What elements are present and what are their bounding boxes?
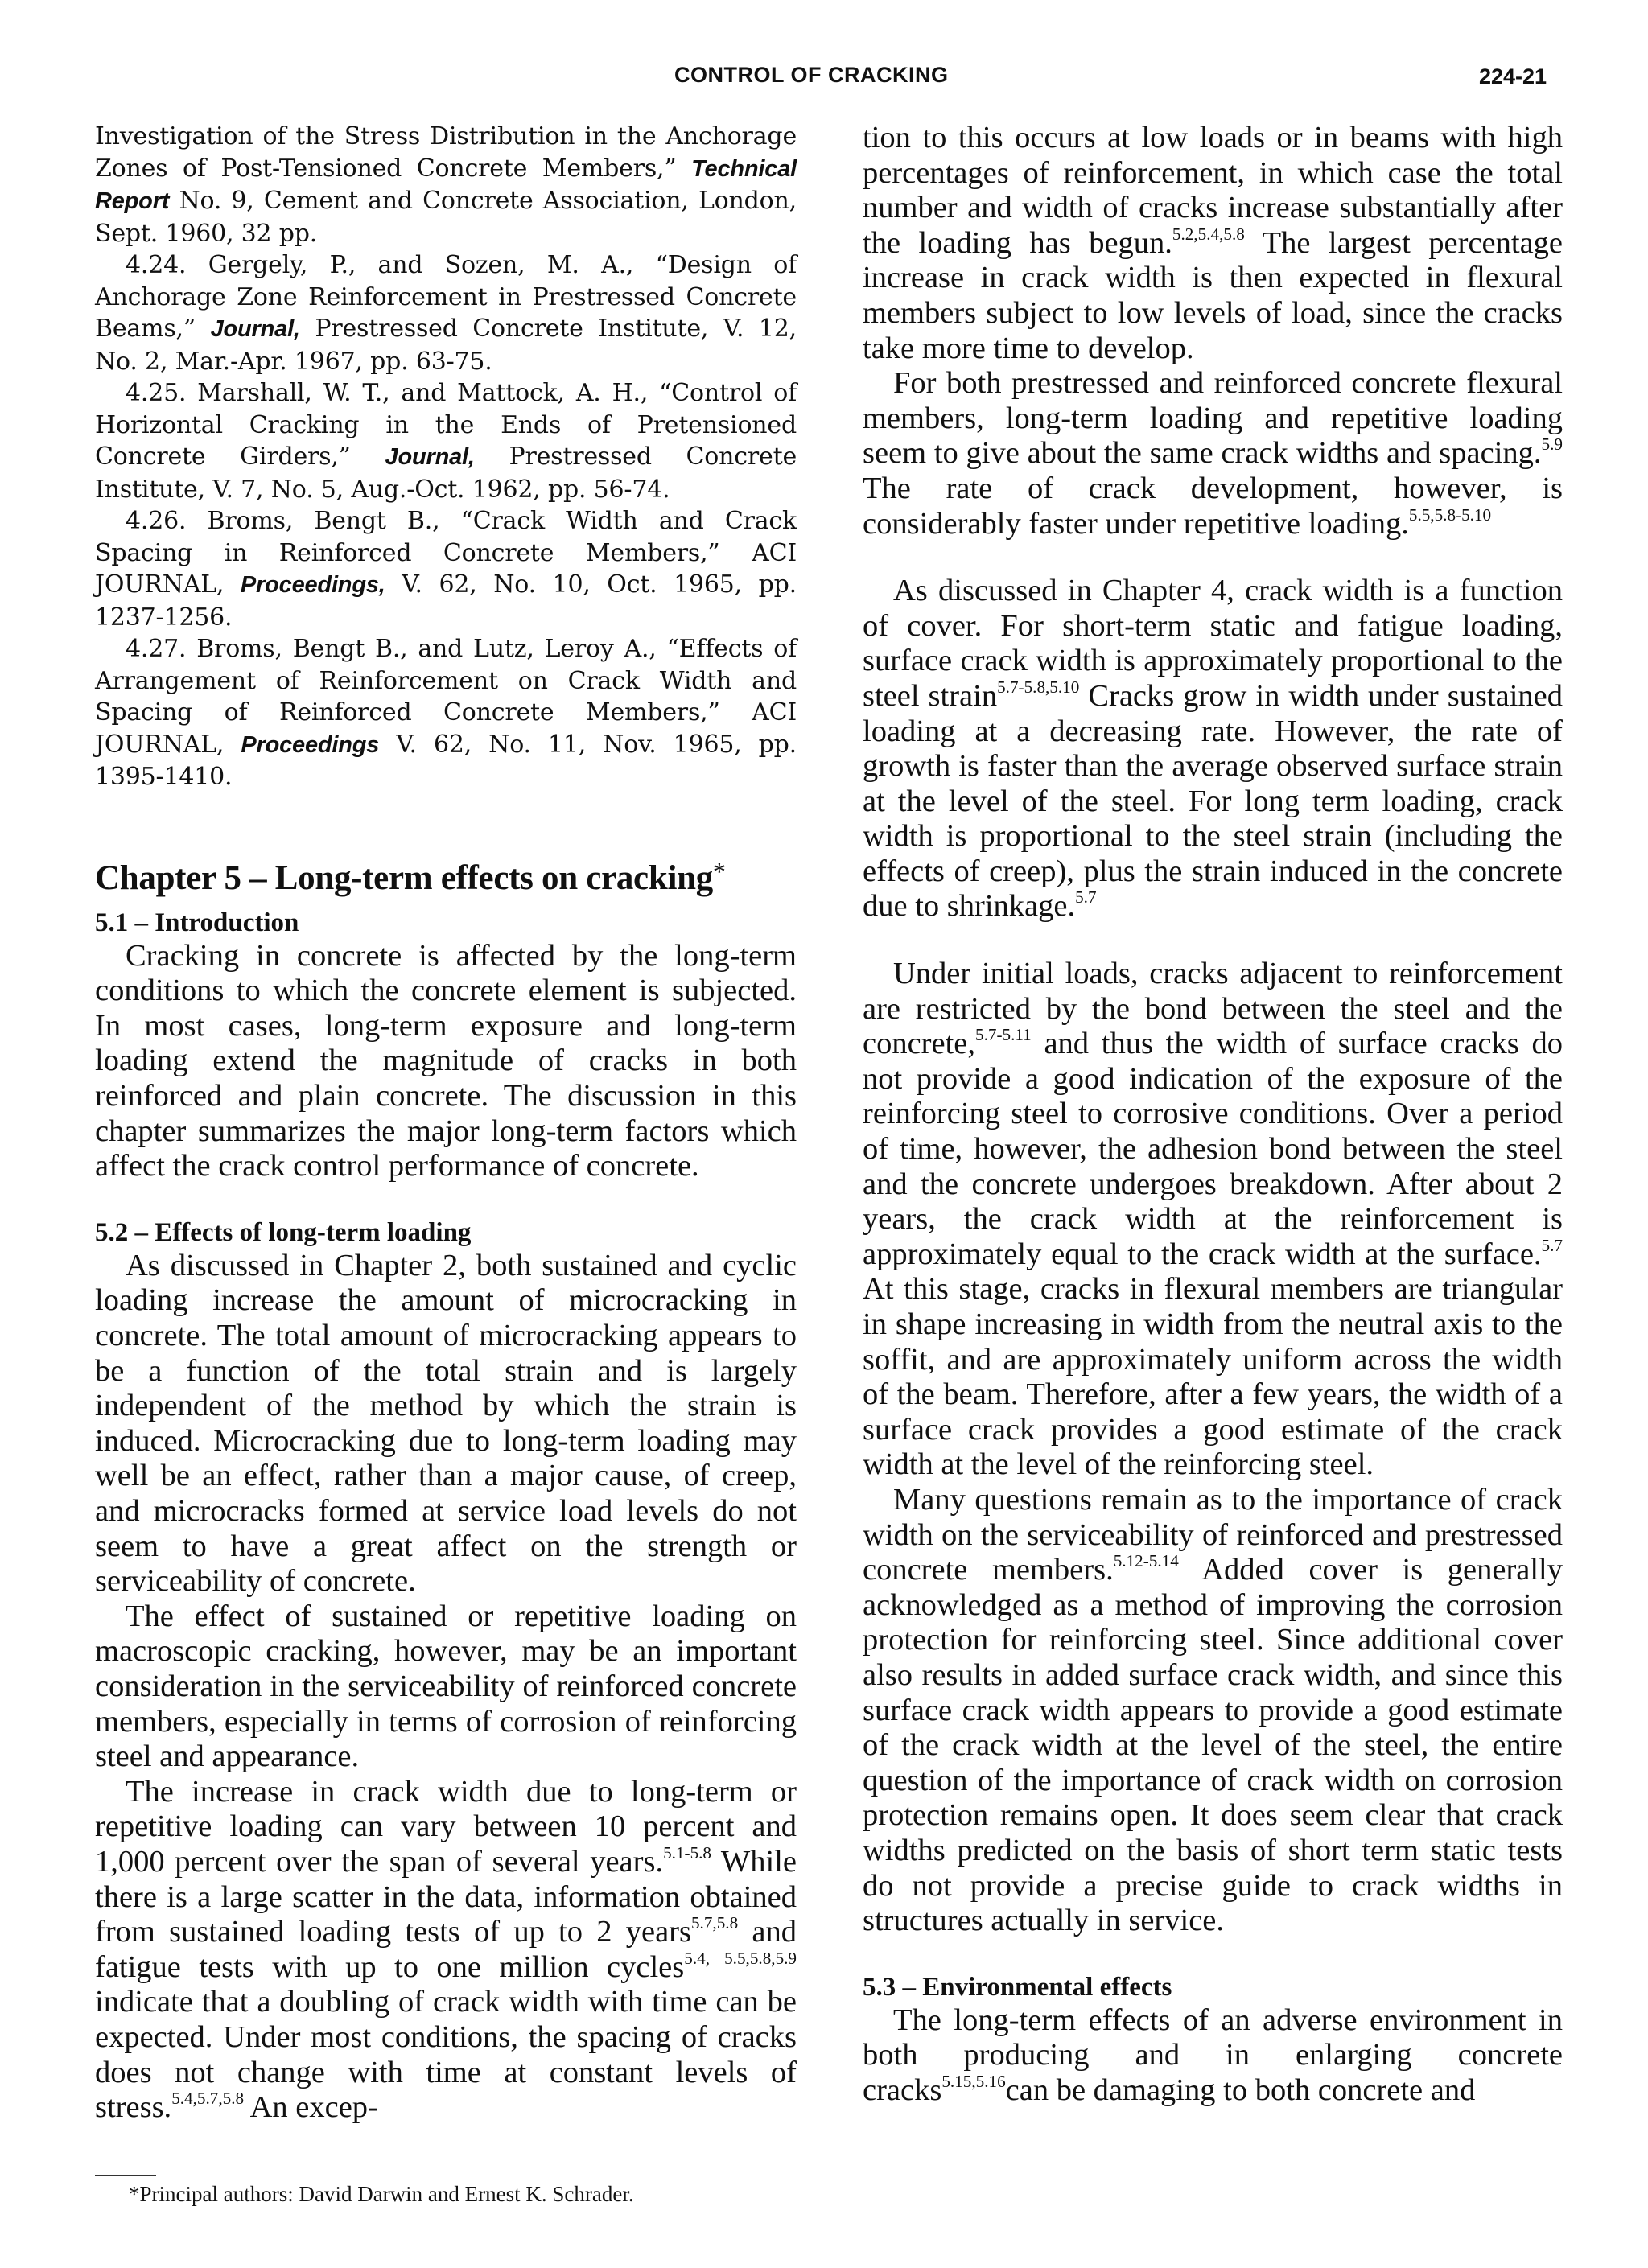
reference-item: Investigation of the Stress Distribution in the Anchorage Zones of Post-Tensioned Concrete Members,” Technical Report No. 9, Cement and Concrete Association, London, Sept. 1960, 32 pp. (95, 122, 797, 248)
citation: 5.7-5.11 (975, 1025, 1032, 1045)
body-paragraph: For both prestressed and reinforced concrete flexural members, long-term loading and repetitive loading seem to give about the same crack widths and spacing.$^{5.9}$ The rate of crack development, however, is considerably faster under repetitive loading.$^{5.5,5.8-5.10}$ (863, 366, 1563, 541)
body-paragraph: The effect of sustained or repetitive loading on macroscopic cracking, however, may be an important consideration in the serviceability of reinforced concrete members, especially in terms of corrosion of reinforcing steel and appearance. (95, 1599, 797, 1774)
citation: 5.15,5.16 (941, 2072, 1006, 2091)
citation: 5.5,5.8-5.10 (1408, 504, 1492, 525)
reference-item: 4.24. Gergely, P., and Sozen, M. A., “Design of Anchorage Zone Reinforcement in Prestressed Concrete Beams,” Journal, Prestressed Concrete Institute, V. 12, No. 2, Mar.-Apr. 1967, pp. 63-75. (95, 251, 797, 376)
section-heading-5-1: 5.1 – Introduction (95, 908, 299, 937)
reference-item: 4.26. Broms, Bengt B., “Crack Width and Crack Spacing in Reinforced Concrete Members,” ACI JOURNAL, Proceedings, V. 62, No. 10, Oct. 1965, pp. 1237-1256. (95, 507, 797, 632)
reference-item: 4.27. Broms, Bengt B., and Lutz, Leroy A., “Effects of Arrangement of Reinforcement on Crack Width and Spacing of Reinforced Concrete Members,” ACI JOURNAL, Proceedings V. 62, No. 11, Nov. 1965, pp. 1395-1410. (95, 635, 797, 791)
reference-item: 4.25. Marshall, W. T., and Mattock, A. H., “Control of Horizontal Cracking in the Ends of Pretensioned Concrete Girders,” Journal, Prestressed Concrete Institute, V. 7, No. 5, Aug.-Oct. 1962, pp. 56-74. (95, 379, 797, 504)
citation: 5.7,5.8 (690, 1913, 739, 1933)
citation: 5.1-5.8 (663, 1843, 712, 1863)
running-title: CONTROL OF CRACKING (674, 63, 949, 87)
citation: 5.7 (1075, 887, 1097, 908)
page-header (0, 63, 1648, 95)
left-column (95, 121, 797, 2126)
body-paragraph: Many questions remain as to the importance of crack width on the serviceability of reinforced and prestressed concrete members.$^{5.12-5.14}$ Added cover is generally acknowledged as a method of improving the corrosion protection for reinforcing steel. Since additional cover also results in added surface crack width, and since this surface crack width appears to provide a good estimate of the crack width at the level of the steel, the entire question of the importance of crack width on corrosion protection remains open. It does seem clear that crack widths predicted on the basis of short term static tests do not provide a precise guide to crack widths in structures actually in service. (863, 1482, 1564, 1938)
citation: 5.2,5.4,5.8 (1172, 224, 1245, 244)
citation: 5.4, 5.5,5.8,5.9 (684, 1948, 797, 1968)
body-paragraph: The increase in crack width due to long-term or repetitive loading can vary between 10 percent and 1,000 percent over the span of several years.$^{5.1-5.8}$ While there is a large scatter in the data, information obtained from sustained loading tests of up to 2 years$^{5.7,5.8}$ and fatigue tests with up to one million cycles$^{5.4, 5.5,5.8,5.9}$ indicate that a doubling of crack width with time can be expected. Under most conditions, the spacing of cracks does not change with time at constant levels of stress.$^{5.4,5.7,5.8}$ An excep- (95, 1774, 797, 2125)
reference-list (95, 121, 797, 793)
page-number: 224-21 (1479, 64, 1547, 88)
body-paragraph: Cracking in concrete is affected by the long-term conditions to which the concrete element is subjected. In most cases, long-term exposure and long-term loading extend the magnitude of cracks in both reinforced and plain concrete. The discussion in this chapter summarizes the major long-term factors which affect the crack control performance of concrete. (95, 938, 797, 1183)
citation: 5.7-5.8,5.10 (997, 677, 1080, 698)
body-paragraph: Under initial loads, cracks adjacent to reinforcement are restricted by the bond between the steel and the concrete,$^{5.7-5.11}$ and thus the width of surface cracks do not provide a good indication of the exposure of the reinforcing steel to corrosive conditions. Over a period of time, however, the adhesion bond between the steel and the concrete undergoes breakdown. After about 2 years, the crack width at the reinforcement is approximately equal to the crack width at the surface.$^{5.7}$ At this stage, cracks in flexural members are triangular in shape increasing in width from the neutral axis to the soffit, and are approximately uniform across the width of the beam. Therefore, after a few years, the width of a surface crack provides a good estimate of the crack width at the level of the reinforcing steel. (863, 957, 1563, 1482)
citation: 5.9 (1541, 434, 1563, 455)
chapter-title: Chapter 5 – Long-term effects on cracking* (95, 856, 726, 897)
footnote-marker: * (712, 856, 726, 886)
citation: 5.7 (1541, 1235, 1563, 1255)
body-paragraph: As discussed in Chapter 2, both sustained and cyclic loading increase the amount of microcracking in concrete. The total amount of microcracking appears to be a function of the total strain and is largely independent of the method by which the strain is induced. Microcracking due to long-term loading may well be an effect, rather than a major cause, of creep, and microcracks formed at service load levels do not seem to have a great affect on the strength or serviceability of concrete. (95, 1248, 797, 1599)
citation: 5.4,5.7,5.8 (171, 2089, 245, 2109)
section-heading-5-3: 5.3 – Environmental effects (863, 1972, 1172, 2002)
body-paragraph: As discussed in Chapter 4, crack width is a function of cover. For short-term static and fatigue loading, surface crack width is approximately proportional to the steel strain$^{5.7-5.8,5.10}$ Cracks grow in width under sustained loading at a decreasing rate. However, the rate of growth is faster than the average observed surface strain at the level of the steel. For long term loading, crack width is proportional to the steel strain (including the effects of creep), plus the strain induced in the concrete due to shrinkage.$^{5.7}$ (863, 574, 1563, 924)
body-paragraph: tion to this occurs at low loads or in beams with high percentages of reinforcement, in which case the total number and width of cracks increase substantially after the loading has begun.$^{5.2,5.4,5.8}$ The largest percentage increase in crack width is then expected in flexural members subject to low levels of load, since the cracks take more time to develop. (863, 121, 1563, 365)
citation: 5.12-5.14 (1113, 1551, 1179, 1571)
footnote: *Principal authors: David Darwin and Ernest K. Schrader. (129, 2182, 634, 2206)
section-heading-5-2: 5.2 – Effects of long-term loading (95, 1217, 472, 1247)
footnote-divider (95, 2175, 156, 2176)
right-column (863, 121, 1563, 2108)
body-paragraph: The long-term effects of an adverse environment in both producing and in enlarging concrete cracks$^{5.15,5.16}$can be damaging to both concrete and (863, 2003, 1563, 2107)
